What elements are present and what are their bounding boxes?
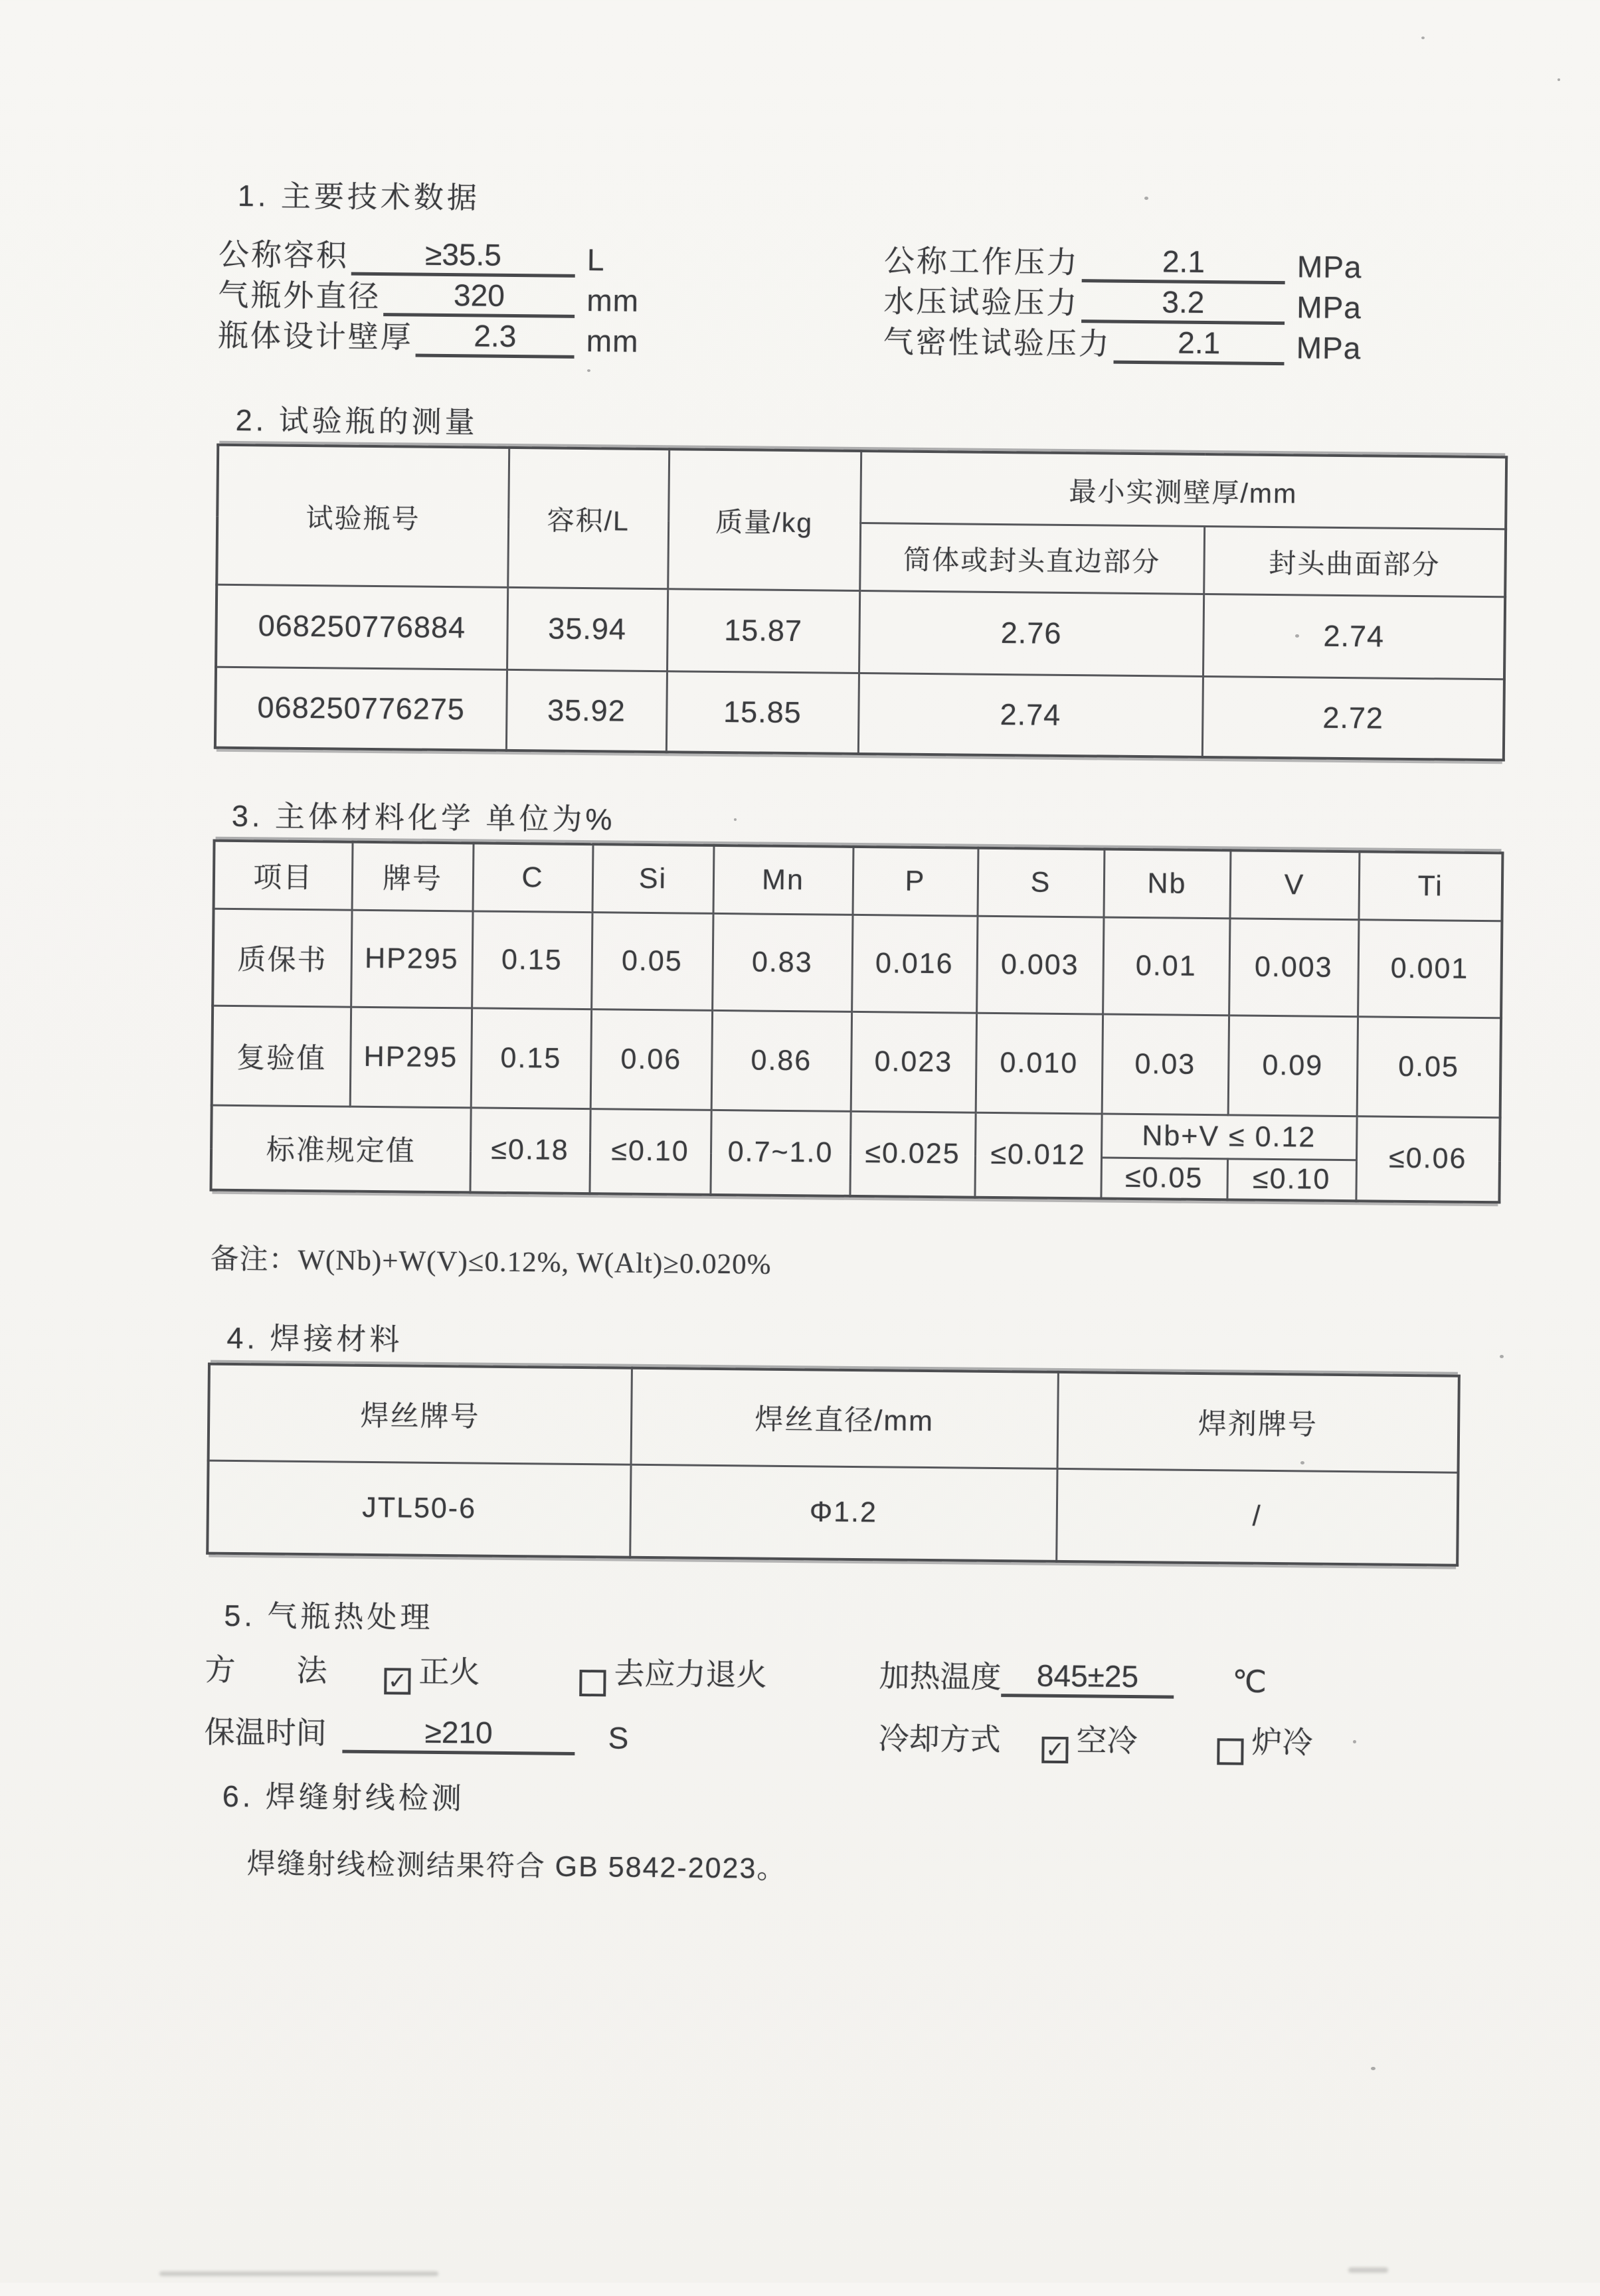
scan-speck	[1353, 1740, 1356, 1743]
heating-temperature-line	[879, 1652, 1267, 1700]
field-value-underline: 2.3	[416, 317, 575, 359]
cell-mass: 15.85	[666, 671, 859, 754]
heat-treatment-method-line	[205, 1646, 767, 1695]
scan-speck	[1300, 1461, 1304, 1464]
checkbox-stress-relief	[579, 1670, 606, 1696]
checkbox-normalizing-label: 正火	[418, 1648, 480, 1692]
cell-si: 0.05	[591, 912, 713, 1010]
cell-std-s: ≤0.012	[974, 1112, 1101, 1199]
field-unit: mm	[586, 323, 654, 359]
field-airtightness-test-pressure	[883, 321, 1364, 366]
scan-streak	[1348, 2267, 1388, 2273]
cell-s: 0.003	[976, 916, 1103, 1014]
col-header-shell-straight: 筒体或封头直边部分	[859, 523, 1204, 594]
holding-time-label: 保温时间	[204, 1708, 327, 1753]
checkbox-air-cooling-label: 空冷	[1076, 1716, 1138, 1761]
cell-bottle-no: 068250776884	[216, 584, 507, 669]
cell-ti: 0.001	[1358, 919, 1502, 1017]
table-header-row	[217, 445, 1506, 529]
cell-std-c: ≤0.18	[470, 1107, 590, 1193]
remark-note: 备注：W(Nb)+W(V)≤0.12%, W(Alt)≥0.020%	[210, 1237, 772, 1282]
col-header-s: S	[978, 848, 1105, 917]
cell-nb: 0.03	[1102, 1014, 1229, 1115]
table-row-warranty	[213, 909, 1502, 1018]
section3-title: 3. 主体材料化学 单位为%	[232, 792, 616, 839]
cell-ti: 0.05	[1357, 1016, 1501, 1117]
cell-grade: HP295	[351, 910, 472, 1008]
field-value-underline: 2.1	[1113, 323, 1285, 365]
chemical-composition-table	[209, 839, 1504, 1204]
cell-item: 质保书	[213, 909, 351, 1007]
cell-wire-diameter: Φ1.2	[630, 1464, 1057, 1561]
heating-temperature-underline: 845±25	[1001, 1656, 1174, 1698]
col-header-v: V	[1229, 850, 1359, 919]
table-row	[215, 667, 1504, 760]
field-unit: MPa	[1296, 329, 1363, 366]
col-header-grade: 牌号	[352, 842, 474, 911]
field-value-underline: 2.1	[1082, 242, 1286, 284]
field-value-underline: 3.2	[1081, 282, 1285, 325]
field-label: 水压试验压力	[883, 277, 1079, 323]
cell-std-si: ≤0.10	[589, 1108, 711, 1195]
checkbox-furnace-cooling	[1217, 1738, 1243, 1765]
section1-right-fields	[883, 240, 1364, 366]
table-row	[207, 1460, 1458, 1565]
holding-time-line	[204, 1708, 628, 1756]
cell-p: 0.016	[851, 915, 977, 1013]
cell-volume: 35.92	[506, 669, 667, 752]
holding-time-underline: ≥210	[342, 1713, 575, 1755]
welding-material-table	[206, 1363, 1461, 1567]
section2-title: 2. 试验瓶的测量	[235, 396, 478, 442]
cell-v: 0.09	[1228, 1015, 1358, 1116]
field-label: 气瓶外直径	[218, 271, 381, 316]
holding-time-unit: S	[608, 1720, 628, 1755]
col-header-head-curved: 封头曲面部分	[1203, 526, 1506, 596]
cooling-method-line	[878, 1714, 1313, 1762]
cell-c: 0.15	[471, 1008, 591, 1108]
cell-item: 复验值	[212, 1006, 351, 1106]
col-header-mass: 质量/kg	[667, 449, 861, 590]
field-value-underline: ≥35.5	[351, 235, 576, 278]
heating-temperature-label: 加热温度	[879, 1652, 1002, 1697]
col-header-bottle-no: 试验瓶号	[217, 445, 509, 587]
table-header-row	[214, 841, 1503, 921]
field-unit: L	[587, 242, 654, 278]
checkbox-normalizing	[384, 1668, 410, 1694]
checkmark-icon: ✓	[1045, 1737, 1065, 1763]
section5-title: 5. 气瓶热处理	[224, 1591, 434, 1636]
field-unit: mm	[586, 282, 654, 319]
cell-si: 0.06	[590, 1009, 712, 1110]
cell-v: 0.003	[1229, 918, 1358, 1016]
spacer	[327, 1690, 384, 1691]
cell-std-nb: ≤0.05	[1101, 1158, 1227, 1200]
scan-speck	[1500, 1355, 1504, 1358]
cell-std-ti: ≤0.06	[1356, 1116, 1500, 1202]
test-bottle-measurement-table	[214, 444, 1508, 762]
cell-p: 0.023	[851, 1012, 976, 1112]
checkbox-air-cooling	[1041, 1737, 1068, 1763]
section1-title: 1. 主要技术数据	[238, 171, 481, 217]
field-value-underline: 320	[383, 276, 575, 318]
cell-volume: 35.94	[507, 587, 667, 671]
cell-standard-label: 标准规定值	[211, 1105, 470, 1193]
section4-title: 4. 焊接材料	[226, 1314, 403, 1359]
cell-c: 0.15	[472, 911, 592, 1009]
checkmark-icon: ✓	[388, 1668, 407, 1694]
col-header-ti: Ti	[1358, 851, 1502, 921]
scan-speck	[1371, 2067, 1376, 2070]
scan-speck	[1295, 634, 1299, 638]
field-design-wall-thickness	[218, 315, 654, 359]
col-header-si: Si	[592, 844, 714, 913]
table-row-recheck	[212, 1006, 1501, 1118]
cell-mn: 0.86	[711, 1010, 851, 1111]
scan-speck	[1144, 197, 1148, 200]
col-header-flux-grade: 焊剂牌号	[1057, 1372, 1459, 1472]
cell-std-mn: 0.7~1.0	[710, 1110, 850, 1196]
col-header-volume: 容积/L	[507, 448, 669, 588]
col-header-wire-diameter: 焊丝直径/mm	[631, 1368, 1058, 1468]
table-header-row	[209, 1364, 1459, 1472]
field-unit: MPa	[1296, 289, 1364, 325]
field-label: 公称容积	[219, 230, 349, 276]
spacer	[480, 1692, 579, 1693]
cell-flux-grade: /	[1056, 1468, 1458, 1565]
spacer	[1174, 1699, 1232, 1700]
radiographic-test-result: 焊缝射线检测结果符合 GB 5842-2023。	[246, 1841, 786, 1887]
table-row	[216, 584, 1505, 679]
cell-wire-grade: JTL50-6	[207, 1460, 630, 1557]
cell-grade: HP295	[350, 1007, 472, 1108]
col-header-min-wall-group: 最小实测壁厚/mm	[860, 451, 1506, 529]
field-label: 公称工作压力	[884, 236, 1080, 282]
field-label: 气密性试验压力	[883, 317, 1112, 363]
scan-speck	[587, 369, 590, 372]
col-header-mn: Mn	[713, 845, 853, 915]
scan-speck	[1421, 37, 1425, 39]
cell-head-wall: 2.74	[1203, 594, 1505, 679]
cell-bottle-no: 068250776275	[215, 667, 507, 751]
cell-std-p: ≤0.025	[849, 1111, 975, 1197]
section1-left-fields	[218, 234, 654, 359]
section6-title: 6. 焊缝射线检测	[222, 1772, 465, 1818]
cell-shell-wall: 2.74	[858, 673, 1203, 757]
col-header-p: P	[853, 847, 978, 916]
scan-streak	[159, 2271, 438, 2276]
cooling-method-label: 冷却方式	[878, 1714, 1001, 1759]
cell-mass: 15.87	[667, 588, 859, 673]
col-header-wire-grade: 焊丝牌号	[209, 1364, 632, 1464]
cell-shell-wall: 2.76	[859, 590, 1203, 676]
heating-temperature-unit: ℃	[1232, 1663, 1267, 1699]
cell-mn: 0.83	[712, 913, 852, 1012]
cell-s: 0.010	[976, 1013, 1103, 1114]
cell-head-wall: 2.72	[1202, 676, 1504, 760]
field-label: 瓶体设计壁厚	[218, 311, 414, 357]
col-header-item: 项目	[214, 841, 353, 910]
cell-nb: 0.01	[1103, 917, 1229, 1016]
field-unit: MPa	[1297, 248, 1364, 285]
scan-speck	[1557, 78, 1560, 81]
col-header-nb: Nb	[1103, 849, 1230, 919]
method-label: 方 法	[205, 1646, 327, 1691]
checkbox-stress-relief-label: 去应力退火	[614, 1650, 767, 1695]
cell-std-v: ≤0.10	[1227, 1158, 1356, 1201]
scan-speck	[734, 818, 737, 821]
checkbox-furnace-cooling-label: 炉冷	[1251, 1718, 1313, 1763]
cell-std-nbv-group: Nb+V ≤ 0.12	[1101, 1114, 1357, 1160]
col-header-c: C	[473, 843, 593, 912]
spacer	[1000, 1759, 1041, 1760]
